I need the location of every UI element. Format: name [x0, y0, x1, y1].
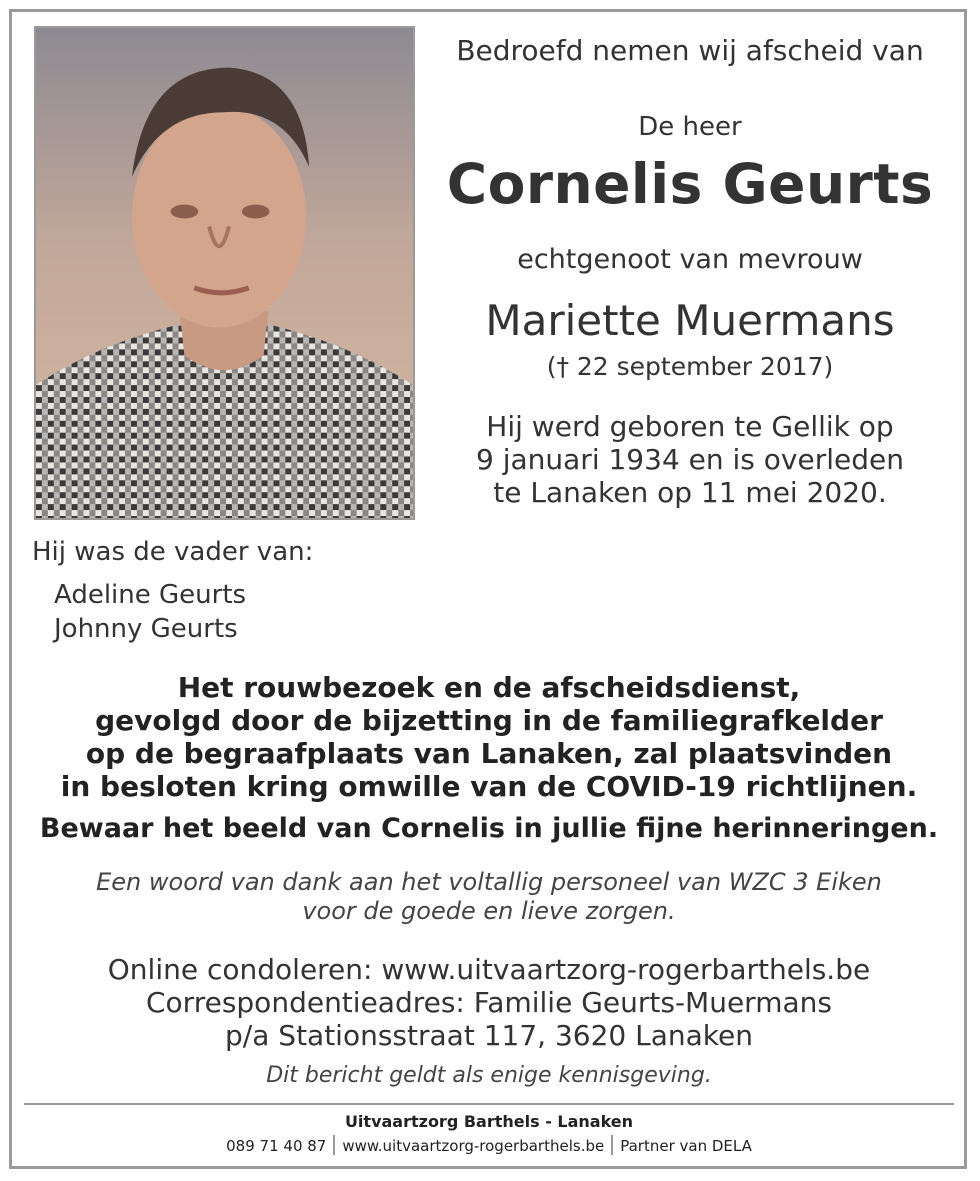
footer-website[interactable]: www.uitvaartzorg-rogerbarthels.be	[342, 1137, 605, 1155]
farewell-message: Bewaar het beeld van Cornelis in jullie fijne herinneringen.	[39, 813, 939, 844]
biography	[425, 410, 955, 509]
deceased-title: De heer	[638, 112, 742, 142]
service-line: op de begraafplaats van Lanaken, zal plaatsvinden	[85, 737, 893, 770]
footer-divider	[24, 1103, 954, 1105]
service-line: in besloten kring omwille van de COVID-19 richtlijnen.	[60, 770, 918, 803]
thanks-line: voor de goede en lieve zorgen.	[302, 897, 676, 925]
portrait-icon	[36, 28, 413, 518]
child-name: Johnny Geurts	[54, 614, 238, 644]
spouse-label: echtgenoot van mevrouw	[517, 244, 863, 275]
footer-separator	[333, 1135, 335, 1155]
footer-separator	[611, 1135, 613, 1155]
service-announcement	[12, 671, 966, 803]
spouse-death-date: († 22 september 2017)	[546, 352, 834, 381]
condolence-line: Online condoleren: www.uitvaartzorg-rogerbarthels.be	[107, 953, 871, 986]
footer-phone: 089 71 40 87	[226, 1137, 327, 1155]
children-label: Hij was de vader van:	[32, 537, 314, 567]
address-line: Correspondentieadres: Familie Geurts-Muermans	[146, 986, 832, 1019]
children-list	[54, 578, 246, 646]
deceased-name: Cornelis Geurts	[446, 152, 934, 216]
child-name: Adeline Geurts	[54, 580, 247, 610]
service-line: gevolgd door de bijzetting in de familiegrafkelder	[95, 704, 883, 737]
footer-partner: Partner van DELA	[620, 1137, 752, 1155]
bio-line: te Lanaken op 11 mei 2020.	[493, 476, 887, 509]
footer-company: Uitvaartzorg Barthels - Lanaken	[344, 1112, 634, 1131]
contact-info	[12, 953, 966, 1052]
intro-text: Bedroefd nemen wij afscheid van	[456, 34, 924, 67]
bio-line: Hij werd geboren te Gellik op	[486, 410, 894, 443]
thanks-line: Een woord van dank aan het voltallig personeel van WZC 3 Eiken	[96, 868, 882, 896]
notice-text: Dit bericht geldt als enige kennisgeving.	[266, 1063, 712, 1088]
service-line: Het rouwbezoek en de afscheidsdienst,	[177, 671, 801, 704]
bio-line: 9 januari 1934 en is overleden	[476, 443, 904, 476]
thanks-message	[12, 868, 966, 926]
portrait-photo	[34, 26, 415, 520]
footer-details	[12, 1135, 966, 1155]
spouse-name: Mariette Muermans	[485, 296, 895, 345]
address-line: p/a Stationsstraat 117, 3620 Lanaken	[225, 1019, 753, 1052]
